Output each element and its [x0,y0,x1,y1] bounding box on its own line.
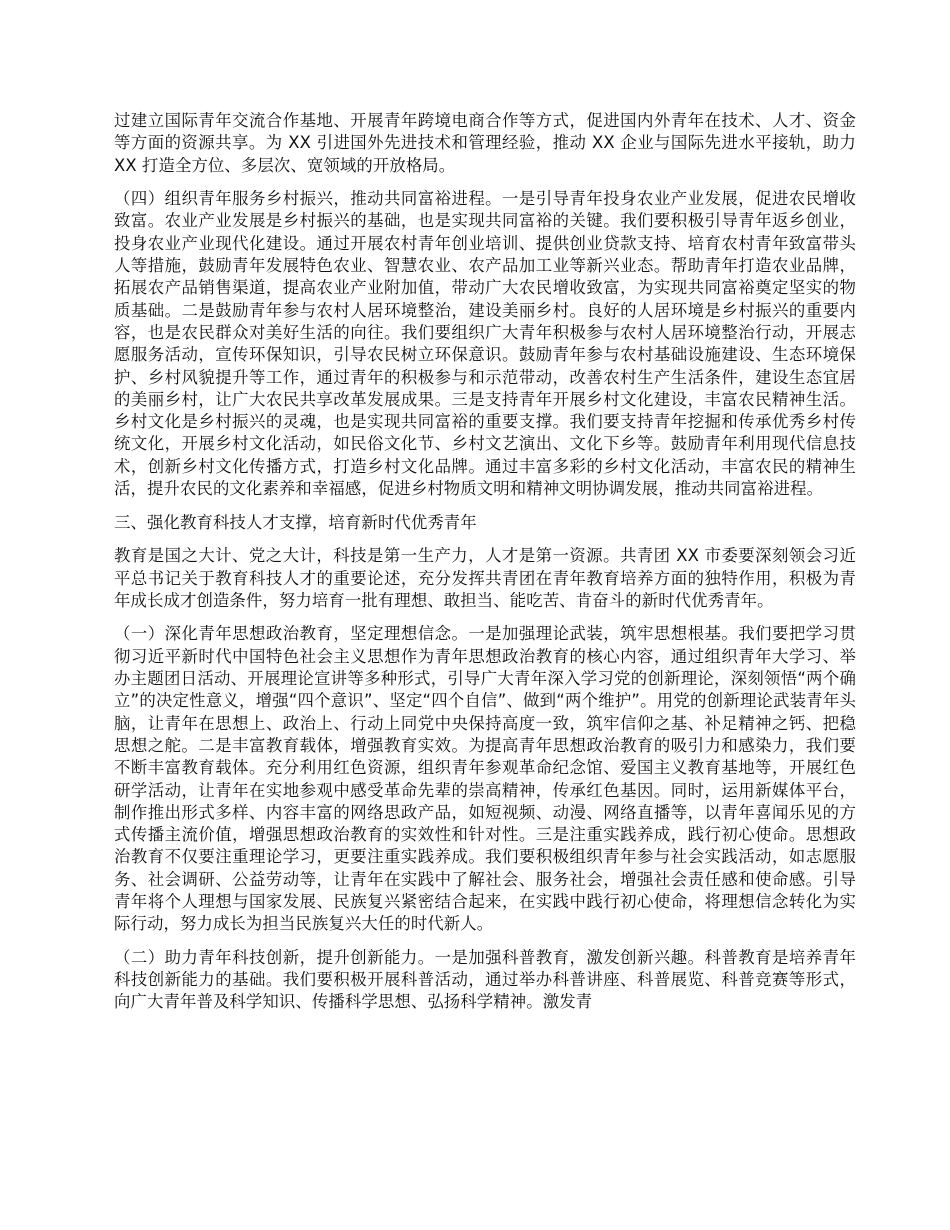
document-page [114,110,856,1025]
paragraph-ideological-education: （一）深化青年思想政治教育，坚定理想信念。一是加强理论武装，筑牢思想根基。我们要把学习贯彻习近平新时代中国特色社会主义思想作为青年思想政治教育的核心内容，通过组织青年大学习、举办主题团日活动、开展理论宣讲等多种形式，引导广大青年深入学习党的创新理论，深刻领悟“两个确立”的决定性意义，增强“四个意识”、坚定“四个自信”、做到“两个维护”。用党的创新理论武装青年头脑，让青年在思想上、政治上、行动上同党中央保持高度一致，筑牢信仰之基、补足精神之钙、把稳思想之舵。二是丰富教育载体，增强教育实效。为提高青年思想政治教育的吸引力和感染力，我们要不断丰富教育载体。充分利用红色资源，组织青年参观革命纪念馆、爱国主义教育基地等，开展红色研学活动，让青年在实地参观中感受革命先辈的崇高精神，传承红色基因。同时，运用新媒体平台，制作推出形式多样、内容丰富的网络思政产品，如短视频、动漫、网络直播等，以青年喜闻乐见的方式传播主流价值，增强思想政治教育的实效性和针对性。三是注重实践养成，践行初心使命。思想政治教育不仅要注重理论学习，更要注重实践养成。我们要积极组织青年参与社会实践活动，如志愿服务、社会调研、公益劳动等，让青年在实践中了解社会、服务社会，增强社会责任感和使命感。引导青年将个人理想与国家发展、民族复兴紧密结合起来，在实践中践行初心使命，将理想信念转化为实际行动，努力成长为担当民族复兴大任的时代新人。 [114,624,856,934]
paragraph-section-four-rural-revitalization: （四）组织青年服务乡村振兴，推动共同富裕进程。一是引导青年投身农业产业发展，促进农民增收致富。农业产业发展是乡村振兴的基础，也是实现共同富裕的关键。我们要积极引导青年返乡创业，投身农业产业现代化建设。通过开展农村青年创业培训、提供创业贷款支持、培育农村青年致富带头人等措施，鼓励青年发展特色农业、智慧农业、农产品加工业等新兴业态。帮助青年打造农业品牌，拓展农产品销售渠道，提高农业产业附加值，带动广大农民增收致富，为实现共同富裕奠定坚实的物质基础。二是鼓励青年参与农村人居环境整治，建设美丽乡村。良好的人居环境是乡村振兴的重要内容，也是农民群众对美好生活的向往。我们要组织广大青年积极参与农村人居环境整治行动，开展志愿服务活动，宣传环保知识，引导农民树立环保意识。鼓励青年参与农村基础设施建设、生态环境保护、乡村风貌提升等工作，通过青年的积极参与和示范带动，改善农村生产生活条件，建设生态宜居的美丽乡村，让广大农民共享改革发展成果。三是支持青年开展乡村文化建设，丰富农民精神生活。乡村文化是乡村振兴的灵魂，也是实现共同富裕的重要支撑。我们要支持青年挖掘和传承优秀乡村传统文化，开展乡村文化活动，如民俗文化节、乡村文艺演出、文化下乡等。鼓励青年利用现代信息技术，创新乡村文化传播方式，打造乡村文化品牌。通过丰富多彩的乡村文化活动，丰富农民的精神生活，提升农民的文化素养和幸福感，促进乡村物质文明和精神文明协调发展，推动共同富裕进程。 [114,189,856,499]
paragraph-tech-innovation: （二）助力青年科技创新，提升创新能力。一是加强科普教育，激发创新兴趣。科普教育是培养青年科技创新能力的基础。我们要积极开展科普活动，通过举办科普讲座、科普展览、科普竞赛等形式，向广大青年普及科学知识、传播科学思想、弘扬科学精神。激发青 [114,947,856,1012]
heading-section-three: 三、强化教育科技人才支撑，培育新时代优秀青年 [114,512,477,532]
paragraph-section-three-intro: 教育是国之大计、党之大计，科技是第一生产力，人才是第一资源。共青团 XX 市委要深刻领会习近平总书记关于教育科技人才的重要论述，充分发挥共青团在青年教育培养方面的独特作用，积极为青年成长成才创造条件，努力培育一批有理想、敢担当、能吃苦、肯奋斗的新时代优秀青年。 [114,546,856,610]
paragraph-opening-continuation: 过建立国际青年交流合作基地、开展青年跨境电商合作等方式，促进国内外青年在技术、人才、资金等方面的资源共享。为 XX 引进国外先进技术和管理经验，推动 XX 企业与国际先进水平接轨，助力 XX 打造全方位、多层次、宽领域的开放格局。 [114,111,856,175]
